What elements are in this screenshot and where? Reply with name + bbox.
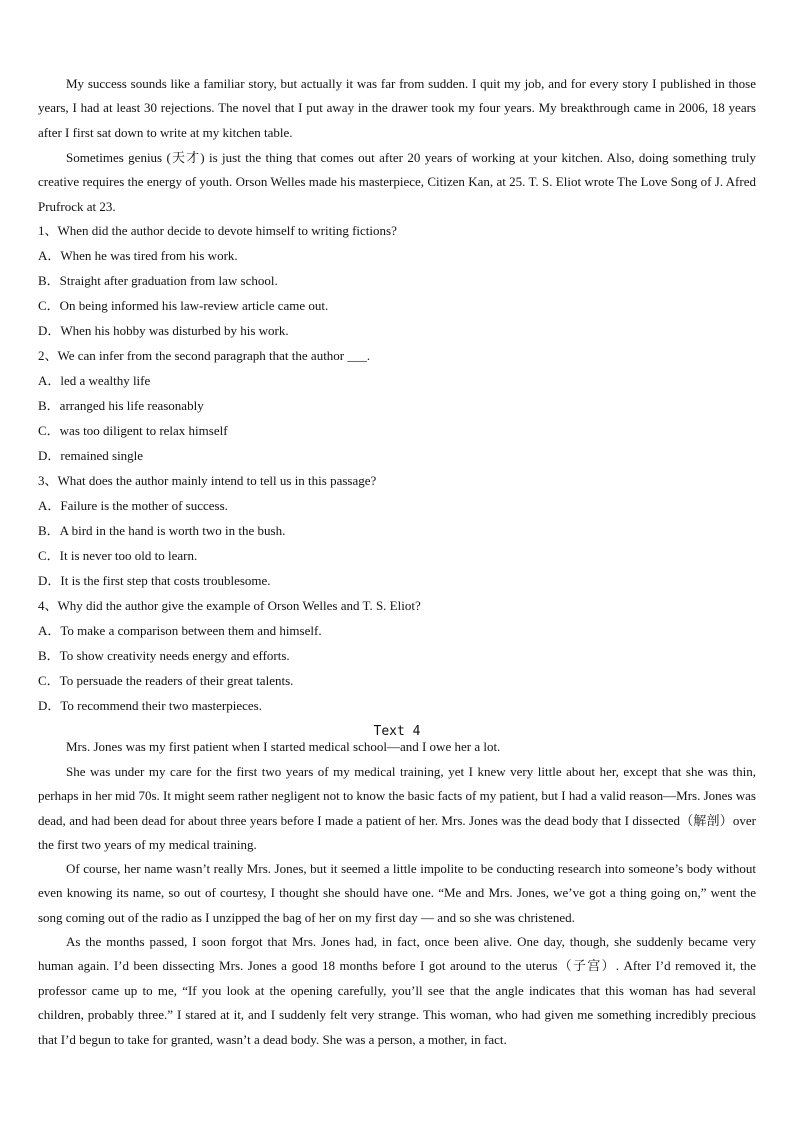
question-stem: 3、What does the author mainly intend to tell us in this passage? [38,473,377,488]
answer-option [38,572,271,590]
option-text: Straight after graduation from law school. [59,273,278,288]
option-letter: D． [38,573,61,588]
option-text: To persuade the readers of their great talents. [59,673,294,688]
question-stem: 2、We can infer from the second paragraph that the author ___. [38,348,371,363]
answer-option [38,397,204,415]
question-stem: 1、When did the author decide to devote himself to writing fictions? [38,223,397,238]
option-text: On being informed his law-review article came out. [59,298,329,313]
passage-paragraph: Mrs. Jones was my first patient when I started medical school—and I owe her a lot. [66,739,501,754]
answer-option [38,522,285,540]
option-text: It is the first step that costs troublesome. [60,573,271,588]
option-letter: C． [38,673,60,688]
section-heading: Text 4 [373,724,421,739]
option-letter: A． [38,248,61,263]
option-text: When his hobby was disturbed by his work. [60,323,289,338]
answer-option [38,422,228,440]
option-text: It is never too old to learn. [59,548,198,563]
option-text: Failure is the mother of success. [60,498,228,513]
option-text: led a wealthy life [60,373,151,388]
option-letter: B． [38,648,60,663]
option-letter: B． [38,523,60,538]
option-letter: C． [38,548,60,563]
option-text: remained single [60,448,144,463]
option-letter: C． [38,423,60,438]
option-text: arranged his life reasonably [59,398,204,413]
option-text: was too diligent to relax himself [59,423,228,438]
option-letter: A． [38,498,61,513]
option-text: To recommend their two masterpieces. [60,698,262,713]
passage-paragraph: As the months passed, I soon forgot that Mrs. Jones had, in fact, once been alive. One day, though, she suddenly became very human again. I’d been dissecting Mrs. Jones a good 18 months before I got around to the uterus（子宫）. After I’d removed it, the professor came up to me, “If you look at the opening carefully, you’ll see that the angle indicates that this woman has had several children, probably three.” I stared at it, and I suddenly felt very strange. This woman, who had given me something incredibly precious that I’d begun to take for granted, wasn’t a dead body. She was a person, a mother, in fact. [38,934,756,1047]
answer-option [38,647,290,665]
answer-option [38,322,289,340]
answer-option [38,547,197,565]
passage-paragraph: Sometimes genius (天才) is just the thing that comes out after 20 years of working at your kitchen. Also, doing something truly creative requires the energy of youth. Orson Welles made his masterpiece, Citizen Kan, at 25. T. S. Eliot wrote The Love Song of J. Afred Prufrock at 23. [38,150,756,214]
option-letter: D． [38,698,61,713]
option-text: To show creativity needs energy and efforts. [59,648,290,663]
answer-option [38,497,228,515]
option-letter: D． [38,323,61,338]
answer-option [38,372,150,390]
option-letter: D． [38,448,61,463]
answer-option [38,447,143,465]
passage-paragraph: Of course, her name wasn’t really Mrs. Jones, but it seemed a little impolite to be conducting research into someone’s body without even knowing its name, so out of courtesy, I thought she should have one. “Me and Mrs. Jones, we’ve got a thing going on,” went the song coming out of the radio as I unzipped the bag of her on my first day — and so she was christened. [38,861,756,925]
option-letter: A． [38,373,61,388]
answer-option [38,622,322,640]
option-letter: B． [38,273,60,288]
option-letter: C． [38,298,60,313]
answer-option [38,697,262,715]
passage-paragraph: She was under my care for the first two years of my medical training, yet I knew very little about her, except that she was thin, perhaps in her mid 70s. It might seem rather negligent not to know the basic facts of my patient, but I had a valid reason—Mrs. Jones was dead, and had been dead for about three years before I made a patient of her. Mrs. Jones was the dead body that I dissected（解剖）over the first two years of my medical training. [38,764,756,853]
answer-option [38,247,238,265]
option-letter: A． [38,623,61,638]
option-text: When he was tired from his work. [60,248,238,263]
option-text: To make a comparison between them and himself. [60,623,322,638]
answer-option [38,272,278,290]
answer-option [38,297,328,315]
option-text: A bird in the hand is worth two in the bush. [59,523,286,538]
question-stem: 4、Why did the author give the example of Orson Welles and T. S. Eliot? [38,598,421,613]
answer-option [38,672,293,690]
option-letter: B． [38,398,60,413]
passage-paragraph: My success sounds like a familiar story, but actually it was far from sudden. I quit my job, and for every story I published in those years, I had at least 30 rejections. The novel that I put away in the drawer took my four years. My breakthrough came in 2006, 18 years after I first sat down to write at my kitchen table. [38,76,756,140]
